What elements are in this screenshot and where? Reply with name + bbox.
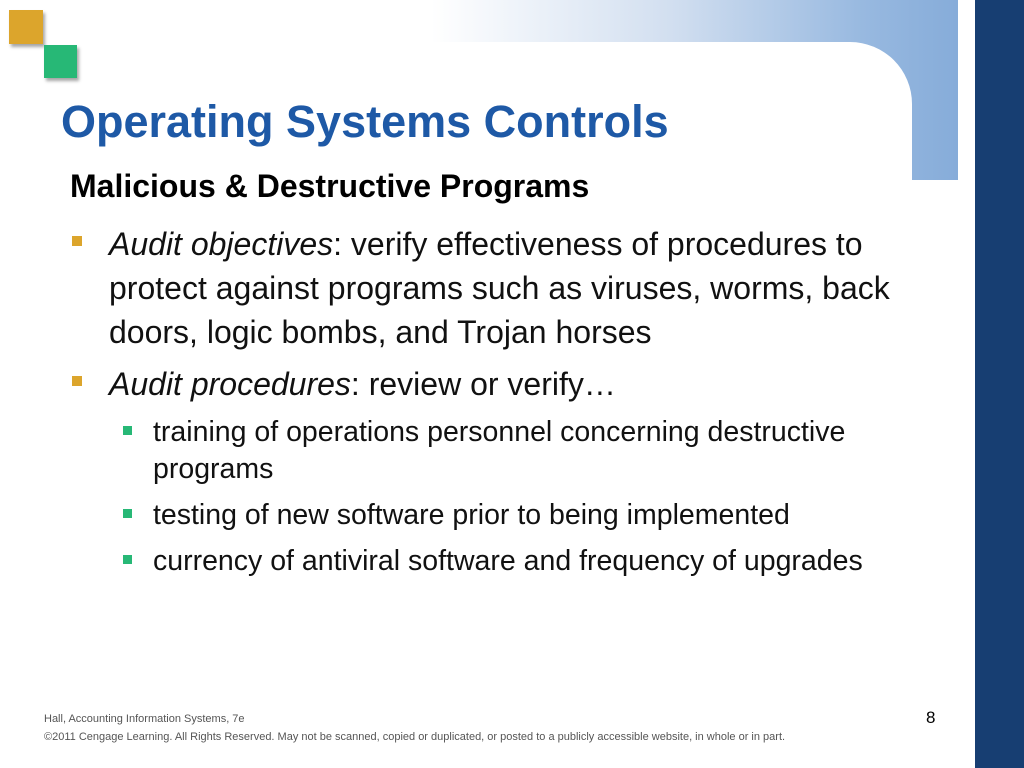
sub-bullet-text: training of operations personnel concerning destructive programs (153, 416, 846, 485)
slide-subtitle: Malicious & Destructive Programs (70, 168, 590, 204)
bullet-marker (72, 376, 82, 386)
slide-title: Operating Systems Controls (61, 96, 669, 147)
bullet-marker (72, 236, 82, 246)
bullet-audit-procedures (72, 362, 932, 406)
sub-bullet-text: testing of new software prior to being implemented (153, 499, 790, 531)
bullet-label: Audit procedures (109, 366, 351, 402)
sub-bullet-marker (123, 509, 132, 518)
bullet-audit-objectives (72, 222, 932, 354)
bullet-list (72, 222, 932, 589)
gold-square-decoration (9, 10, 43, 44)
footer-copyright: ©2011 Cengage Learning. All Rights Reserved. May not be scanned, copied or duplicated, or posted to a publicly accessible website, in whole or in part. (44, 731, 786, 743)
sub-bullet-antiviral (123, 543, 932, 580)
sub-bullet-text: currency of antiviral software and frequency of upgrades (153, 545, 863, 577)
page-number: 8 (926, 708, 936, 727)
right-accent-bar (975, 0, 1024, 768)
bullet-text: : verify effectiveness of procedures to protect against programs such as viruses, worms, back doors, logic bombs, and Trojan horses (109, 226, 890, 350)
sub-bullet-marker (123, 555, 132, 564)
green-square-decoration (44, 45, 77, 78)
sub-bullet-marker (123, 426, 132, 435)
sub-bullet-testing (123, 497, 932, 534)
sub-bullet-training (123, 414, 932, 488)
bullet-label: Audit objectives (109, 226, 334, 262)
footer-book-citation: Hall, Accounting Information Systems, 7e (44, 713, 245, 725)
bullet-text: : review or verify… (350, 366, 616, 402)
